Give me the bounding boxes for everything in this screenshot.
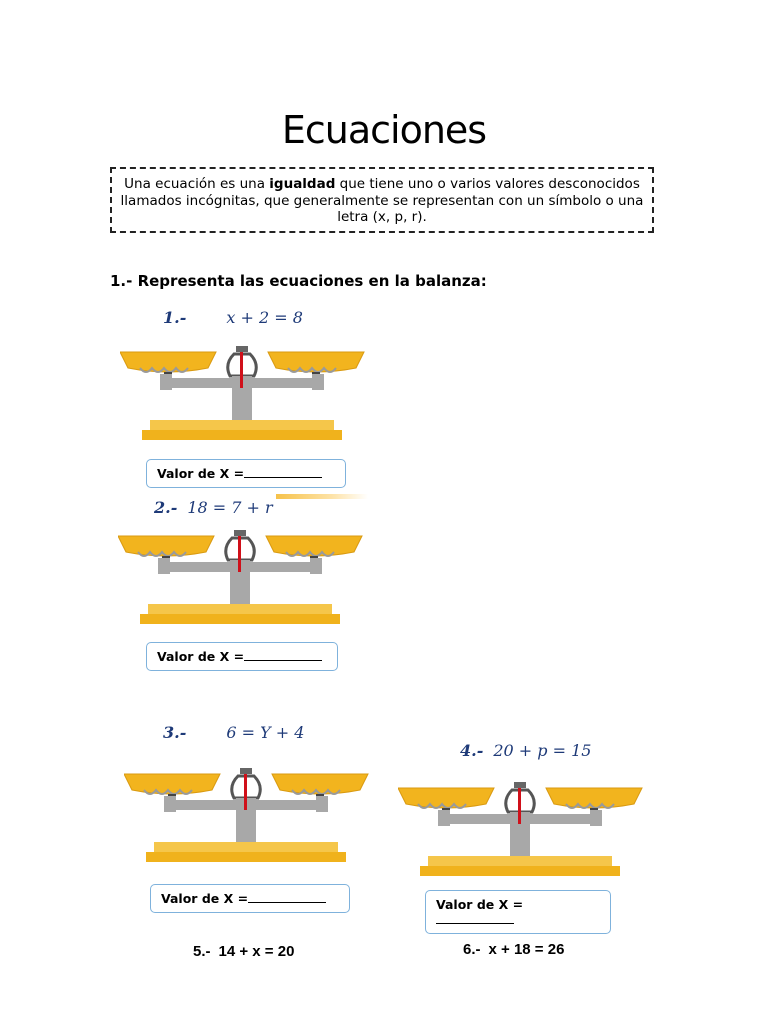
answer-box-1[interactable] bbox=[146, 459, 346, 488]
exercise-4-equation: 20 + p = 15 bbox=[493, 741, 592, 760]
answer-box-3[interactable] bbox=[150, 884, 350, 913]
exercise-6 bbox=[463, 941, 564, 958]
balance-scale-3 bbox=[124, 768, 374, 864]
answer-blank-1[interactable] bbox=[244, 467, 322, 478]
exercise-6-number: 6.- bbox=[463, 941, 481, 958]
exercise-1-number: 1.- bbox=[163, 308, 187, 327]
answer-label-1: Valor de X = bbox=[157, 466, 245, 481]
answer-label-2: Valor de X = bbox=[157, 649, 245, 664]
answer-box-2[interactable] bbox=[146, 642, 338, 671]
exercise-2-label bbox=[154, 498, 273, 517]
definition-box bbox=[110, 167, 654, 233]
exercise-3-equation: 6 = Y + 4 bbox=[226, 723, 305, 742]
exercise-3-label bbox=[163, 723, 304, 742]
exercise-1-label bbox=[163, 308, 303, 327]
answer-label-3: Valor de X = bbox=[161, 891, 249, 906]
exercise-5-equation: 14 + x = 20 bbox=[218, 943, 295, 960]
page-title: Ecuaciones bbox=[281, 108, 487, 152]
balance-scale-1 bbox=[120, 346, 370, 442]
exercise-4-label bbox=[460, 741, 591, 760]
definition-bold: igualdad bbox=[269, 176, 336, 192]
balance-scale-4 bbox=[398, 782, 648, 878]
exercise-6-equation: x + 18 = 26 bbox=[488, 941, 565, 958]
exercise-4-number: 4.- bbox=[460, 741, 484, 760]
definition-text-1: Una ecuación es una bbox=[124, 176, 270, 192]
answer-box-4[interactable] bbox=[425, 890, 611, 934]
balance-scale-2 bbox=[118, 530, 368, 626]
exercise-2-number: 2.- bbox=[154, 498, 178, 517]
decorative-strip bbox=[276, 494, 368, 499]
answer-blank-3[interactable] bbox=[248, 892, 326, 903]
answer-blank-4[interactable] bbox=[436, 913, 514, 924]
exercise-2-equation: 18 = 7 + r bbox=[187, 498, 273, 517]
answer-blank-2[interactable] bbox=[244, 650, 322, 661]
definition-text-2: que tiene uno o varios valores desconocidos llamados incógnitas, que generalmente se representan con un símbolo o una letra (x, p, r). bbox=[120, 176, 644, 225]
exercise-5-number: 5.- bbox=[193, 943, 211, 960]
section-heading: 1.- Representa las ecuaciones en la balanza: bbox=[110, 272, 487, 290]
exercise-5 bbox=[193, 943, 294, 960]
answer-label-4: Valor de X = bbox=[436, 897, 524, 912]
exercise-1-equation: x + 2 = 8 bbox=[226, 308, 303, 327]
exercise-3-number: 3.- bbox=[163, 723, 187, 742]
